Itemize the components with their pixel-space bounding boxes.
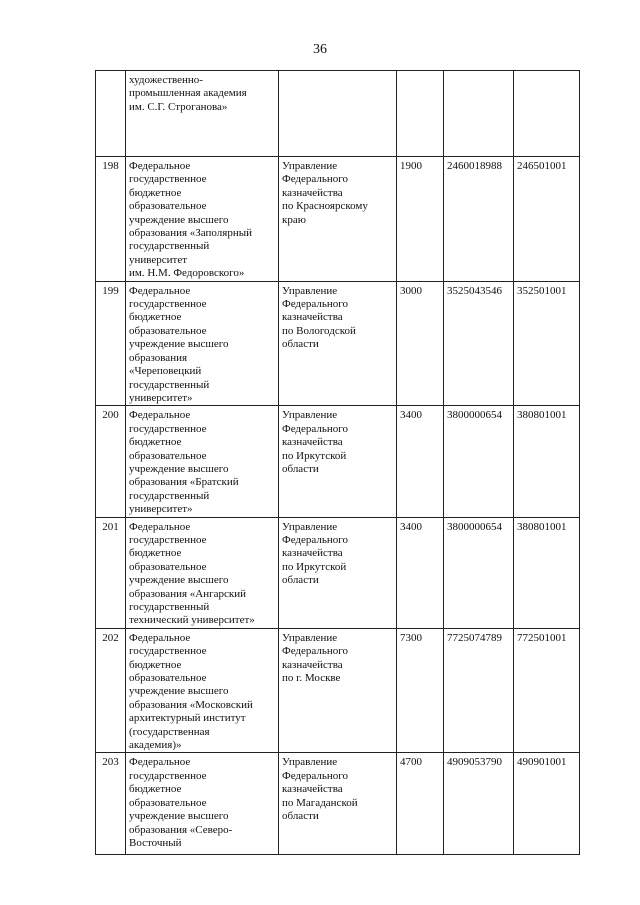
cell-text: 3000 bbox=[400, 284, 422, 297]
cell-text: 380801001 bbox=[517, 409, 567, 422]
cell-text: 7725074789 bbox=[447, 631, 502, 644]
kpp-cell bbox=[514, 71, 580, 157]
cell-line: образовательное bbox=[129, 200, 207, 213]
inn-cell bbox=[444, 281, 514, 406]
treasury-cell bbox=[279, 406, 397, 517]
cell-text: 246501001 bbox=[517, 160, 567, 172]
cell-line: государственный bbox=[129, 601, 210, 613]
cell-line: Федерального bbox=[282, 769, 349, 782]
cell-line: государственный bbox=[129, 378, 210, 391]
kpp-cell bbox=[514, 406, 580, 517]
cell-line: Федерального bbox=[282, 645, 349, 658]
treasury-cell bbox=[279, 71, 397, 157]
row-number-cell bbox=[96, 753, 126, 855]
table-body bbox=[96, 71, 580, 855]
cell-text: 4700 bbox=[400, 756, 422, 769]
cell-line: государственное bbox=[129, 298, 207, 311]
cell-line: образовательное bbox=[129, 560, 207, 573]
cell-line: образовательное bbox=[129, 324, 207, 337]
cell-line: образования «Московский bbox=[129, 698, 253, 711]
cell-text: 352501001 bbox=[517, 284, 567, 297]
row-number-cell bbox=[96, 157, 126, 282]
cell-line: бюджетное bbox=[129, 547, 182, 560]
cell-line: Федерального bbox=[282, 298, 349, 311]
cell-line: по Красноярскому bbox=[282, 200, 368, 213]
row-number-cell bbox=[96, 406, 126, 517]
cell-line: университет bbox=[129, 253, 188, 266]
cell-line: Управление bbox=[282, 409, 338, 422]
code-cell bbox=[397, 71, 444, 157]
code-cell bbox=[397, 517, 444, 628]
cell-line: области bbox=[282, 574, 319, 587]
cell-line: им. Н.М. Федоровского» bbox=[129, 267, 245, 280]
cell-line: Управление bbox=[282, 756, 338, 769]
cell-text: 203 bbox=[102, 756, 119, 769]
cell-text: 3800000654 bbox=[447, 409, 502, 422]
cell-line: государственное bbox=[129, 173, 207, 186]
cell-text: 490901001 bbox=[517, 756, 567, 769]
treasury-cell bbox=[279, 517, 397, 628]
inn-cell bbox=[444, 517, 514, 628]
cell-line: по Иркутской bbox=[282, 449, 347, 462]
cell-line: Федеральное bbox=[129, 284, 191, 297]
cell-text: 3400 bbox=[400, 520, 422, 533]
kpp-cell bbox=[514, 753, 580, 855]
cell-line: академия)» bbox=[129, 739, 182, 752]
cell-line: бюджетное bbox=[129, 783, 182, 796]
cell-line: (государственная bbox=[129, 725, 210, 738]
cell-line: бюджетное bbox=[129, 436, 182, 449]
cell-line: по Магаданской bbox=[282, 796, 358, 809]
kpp-cell bbox=[514, 628, 580, 753]
cell-line: им. С.Г. Строганова» bbox=[129, 100, 228, 113]
cell-line: учреждение высшего bbox=[129, 810, 229, 823]
treasury-cell bbox=[279, 157, 397, 282]
cell-line: по г. Москве bbox=[282, 672, 341, 685]
treasury-cell bbox=[279, 753, 397, 855]
table-row bbox=[96, 281, 580, 406]
cell-line: государственный bbox=[129, 240, 210, 253]
cell-line: казначейства bbox=[282, 436, 343, 449]
institutions-table bbox=[95, 70, 580, 855]
inn-cell bbox=[444, 628, 514, 753]
institution-name-cell bbox=[126, 753, 279, 855]
row-number-cell bbox=[96, 281, 126, 406]
institution-name-cell bbox=[126, 157, 279, 282]
row-number-cell bbox=[96, 71, 126, 157]
table-row bbox=[96, 406, 580, 517]
cell-line: по Иркутской bbox=[282, 560, 347, 573]
inn-cell bbox=[444, 406, 514, 517]
inn-cell bbox=[444, 71, 514, 157]
row-number-cell bbox=[96, 628, 126, 753]
inn-cell bbox=[444, 157, 514, 282]
cell-line: казначейства bbox=[282, 547, 343, 560]
cell-line: области bbox=[282, 810, 319, 823]
cell-line: Федерального bbox=[282, 173, 349, 186]
cell-line: образования «Заполярный bbox=[129, 227, 252, 240]
cell-line: государственное bbox=[129, 422, 207, 435]
cell-text: 3525043546 bbox=[447, 284, 502, 297]
cell-line: Федерального bbox=[282, 422, 349, 435]
cell-line: образовательное bbox=[129, 672, 207, 685]
institution-name-cell bbox=[126, 281, 279, 406]
kpp-cell bbox=[514, 517, 580, 628]
inn-cell bbox=[444, 753, 514, 855]
table-row bbox=[96, 753, 580, 855]
cell-line: промышленная академия bbox=[129, 87, 247, 100]
cell-line: Федеральное bbox=[129, 409, 191, 422]
cell-line: Восточный bbox=[129, 836, 182, 849]
cell-text: 772501001 bbox=[517, 631, 567, 644]
cell-line: образования bbox=[129, 351, 188, 364]
institution-name-cell bbox=[126, 71, 279, 157]
cell-line: Федеральное bbox=[129, 160, 191, 172]
cell-line: области bbox=[282, 338, 319, 351]
page-number: 36 bbox=[313, 42, 327, 57]
cell-line: Федеральное bbox=[129, 520, 191, 533]
table-row bbox=[96, 157, 580, 282]
cell-text: 380801001 bbox=[517, 520, 567, 533]
cell-line: учреждение высшего bbox=[129, 213, 229, 226]
cell-line: Управление bbox=[282, 284, 338, 297]
cell-line: бюджетное bbox=[129, 658, 182, 671]
cell-line: бюджетное bbox=[129, 311, 182, 324]
code-cell bbox=[397, 753, 444, 855]
code-cell bbox=[397, 281, 444, 406]
cell-line: образования «Ангарский bbox=[129, 587, 246, 600]
cell-text: 201 bbox=[102, 520, 119, 533]
cell-line: Федеральное bbox=[129, 756, 191, 769]
cell-line: казначейства bbox=[282, 311, 343, 324]
cell-text: 7300 bbox=[400, 631, 422, 644]
cell-line: учреждение высшего bbox=[129, 462, 229, 475]
cell-text: 198 bbox=[102, 160, 119, 172]
cell-text: 199 bbox=[102, 284, 119, 297]
cell-line: учреждение высшего bbox=[129, 574, 229, 587]
cell-line: государственное bbox=[129, 645, 207, 658]
table-row bbox=[96, 628, 580, 753]
cell-line: Федеральное bbox=[129, 631, 191, 644]
cell-line: Федерального bbox=[282, 533, 349, 546]
cell-text: 1900 bbox=[400, 160, 422, 172]
cell-text: 3400 bbox=[400, 409, 422, 422]
treasury-cell bbox=[279, 628, 397, 753]
cell-line: образования «Братский bbox=[129, 476, 239, 489]
table-row bbox=[96, 71, 580, 157]
cell-text: 4909053790 bbox=[447, 756, 502, 769]
code-cell bbox=[397, 628, 444, 753]
table-row bbox=[96, 517, 580, 628]
cell-line: технический университет» bbox=[129, 614, 255, 627]
row-number-cell bbox=[96, 517, 126, 628]
cell-line: по Вологодской bbox=[282, 324, 356, 337]
cell-line: бюджетное bbox=[129, 186, 182, 199]
cell-line: образовательное bbox=[129, 449, 207, 462]
cell-line: художественно- bbox=[129, 74, 203, 86]
cell-line: архитектурный институт bbox=[129, 712, 246, 725]
code-cell bbox=[397, 406, 444, 517]
cell-line: учреждение высшего bbox=[129, 338, 229, 351]
institution-name-cell bbox=[126, 628, 279, 753]
cell-line: Управление bbox=[282, 520, 338, 533]
institution-name-cell bbox=[126, 406, 279, 517]
cell-text: 3800000654 bbox=[447, 520, 502, 533]
cell-text: 200 bbox=[102, 409, 119, 422]
cell-line: государственное bbox=[129, 533, 207, 546]
cell-line: учреждение высшего bbox=[129, 685, 229, 698]
cell-line: казначейства bbox=[282, 186, 343, 199]
cell-line: государственный bbox=[129, 489, 210, 502]
cell-text: 202 bbox=[102, 631, 119, 644]
cell-line: краю bbox=[282, 213, 306, 226]
cell-line: университет» bbox=[129, 391, 193, 404]
cell-line: Управление bbox=[282, 160, 338, 172]
code-cell bbox=[397, 157, 444, 282]
cell-line: казначейства bbox=[282, 658, 343, 671]
kpp-cell bbox=[514, 157, 580, 282]
institution-name-cell bbox=[126, 517, 279, 628]
cell-line: образования «Северо- bbox=[129, 823, 233, 836]
cell-text: 2460018988 bbox=[447, 160, 502, 172]
cell-line: области bbox=[282, 462, 319, 475]
kpp-cell bbox=[514, 281, 580, 406]
cell-line: университет» bbox=[129, 503, 193, 516]
cell-line: «Череповецкий bbox=[129, 365, 202, 378]
cell-line: казначейства bbox=[282, 783, 343, 796]
cell-line: образовательное bbox=[129, 796, 207, 809]
treasury-cell bbox=[279, 281, 397, 406]
cell-line: Управление bbox=[282, 631, 338, 644]
cell-line: государственное bbox=[129, 769, 207, 782]
